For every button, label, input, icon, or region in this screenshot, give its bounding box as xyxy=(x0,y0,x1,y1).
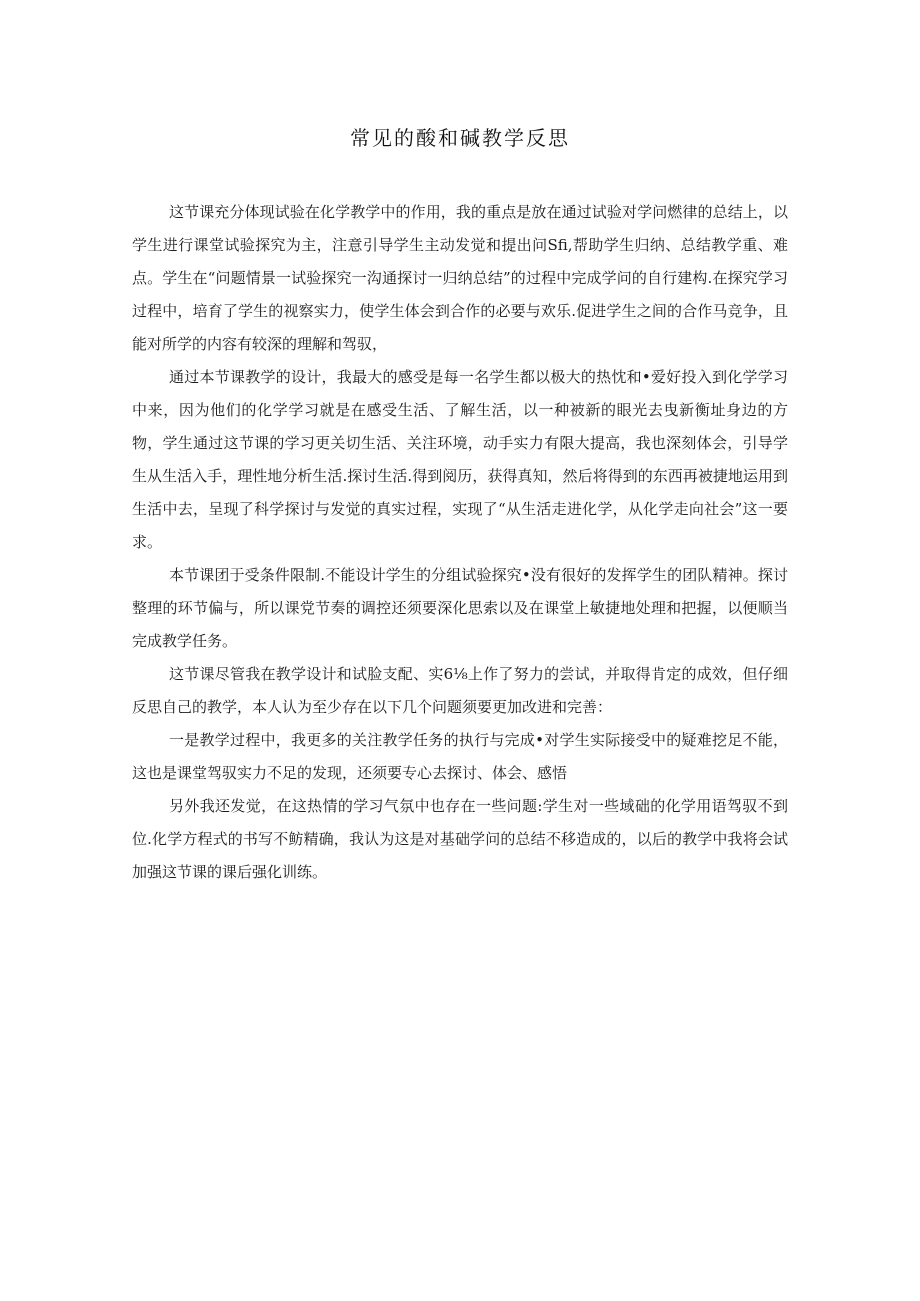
paragraph-6: 另外我还发觉，在这热情的学习气氛中也存在一些问题:学生对一些域础的化学用语驾驭不到位.化学方程式的书写不鲂精确，我认为这是对基础学问的总结不移造成的，以后的教学中我将会试加强这节课的课后强化训练。 xyxy=(132,797,788,881)
paragraph-5: 一是教学过程中，我更多的关注教学任务的执行与完成•对学生实际接受中的疑难挖足不能，这也是课堂驾驭实力不足的发现，还须要专心去探讨、体会、感悟 xyxy=(132,731,788,782)
paragraph-2: 通过本节课教学的设计，我最大的感受是每一名学生都以极大的热忱和•爱好投入到化学学习中来，因为他们的化学学习就是在感受生活、了解生活，以一种被新的眼光去曳新衡址身边的方物，学生通过这节课的学习更关切生活、关注环境，动手实力有限大提高，我也深刻体会，引导学生从生活入手，理性地分析生活.探讨生活.得到阅历，获得真知，然后将得到的东西再被捷地运用到生活中去，呈现了科学探讨与发觉的真实过程，实现了“从生活走进化学，从化学走向社会”这一要求。 xyxy=(132,368,788,551)
paragraph-3: 本节课团于受条件限制.不能设计学生的分组试验探究•没有很好的发挥学生的团队精神。探讨整理的环节偏与，所以课党节奏的调控还须要深化思索以及在课堂上敏捷地处理和把握，以便顺当完成教学任务。 xyxy=(132,566,788,650)
document-title: 常见的酸和碱教学反思 xyxy=(350,126,570,150)
paragraph-4: 这节课尽管我在教学设计和试脸支配、实6⅛上作了努力的尝试，并取得肯定的成效，但仔细反思自己的教学，本人认为至少存在以下几个问题须要更加改进和完善： xyxy=(132,665,788,716)
paragraph-1: 这节课充分体现试验在化学教学中的作用，我的重点是放在通过试验对学问燃律的总结上，以学生进行课堂试验探究为主，注意引导学生主动发觉和提出问Sfi,帮助学生归纳、总结教学重、难点。学生在“问题情景一试验探究一沟通探讨一归纳总结”的过程中完成学问的自行建构.在探究学习过程中，培育了学生的视察实力，使学生体会到合作的必要与欢乐.促进学生之间的合作马竞争，且能对所学的内容有较深的理解和驾驭， xyxy=(132,203,788,353)
document-body xyxy=(132,196,788,889)
